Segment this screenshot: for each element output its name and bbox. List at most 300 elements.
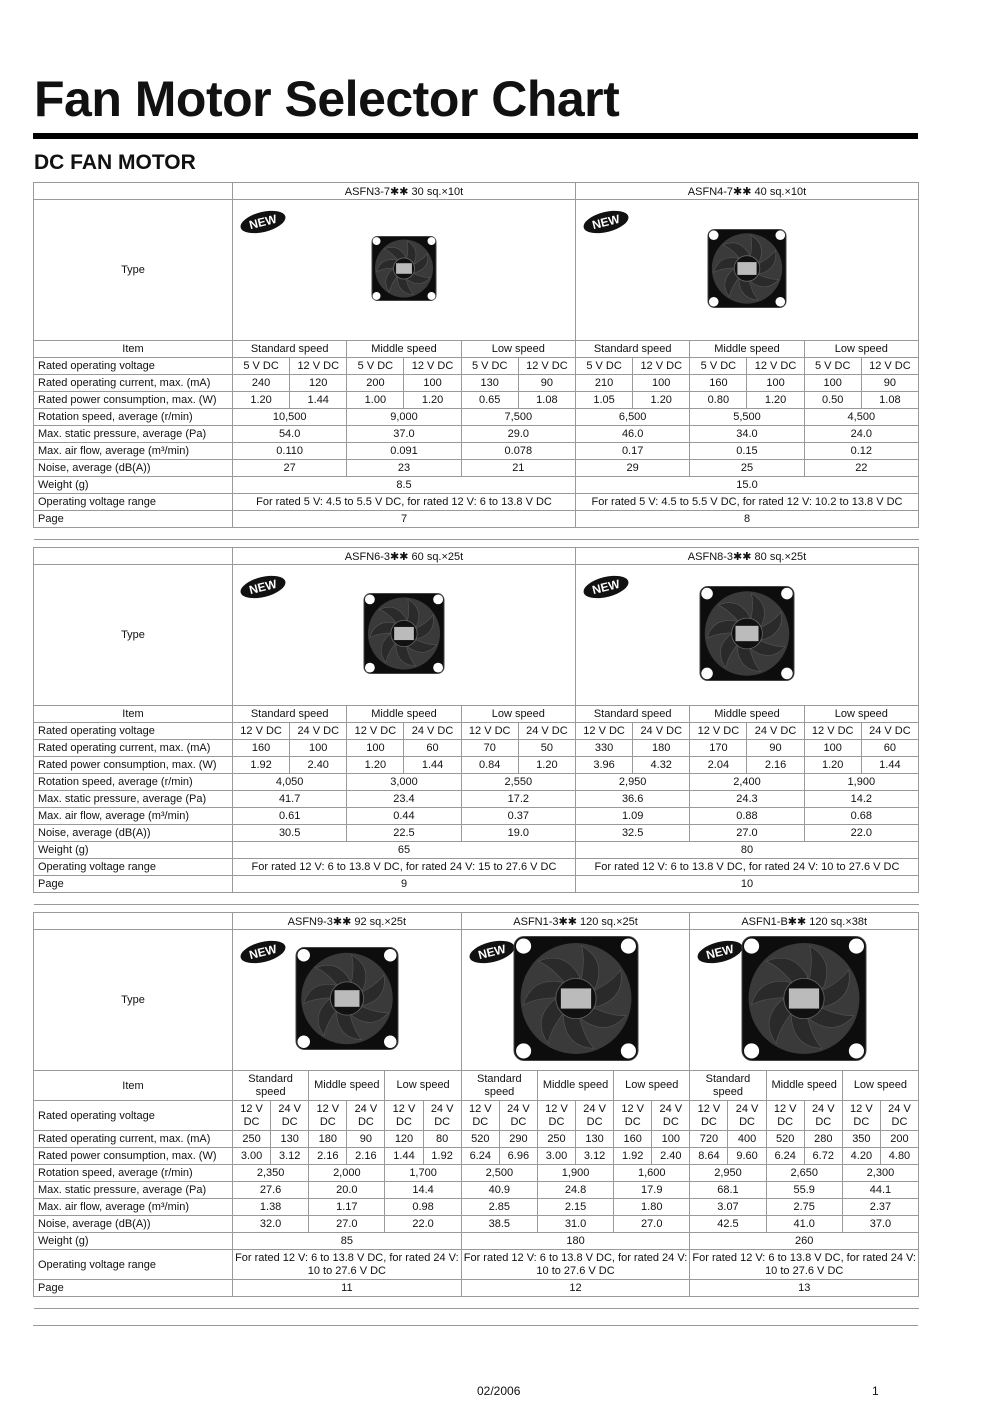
- voltage-cell: 5 V DC: [233, 358, 290, 375]
- rotation-cell: 1,700: [385, 1165, 461, 1182]
- range-row: [34, 1250, 919, 1280]
- range-cell: For rated 12 V: 6 to 13.8 V DC, for rated 24 V: 10 to 27.6 V DC: [690, 1250, 919, 1280]
- model-name: ASFN3‑7✱✱ 30 sq.×10t: [233, 183, 576, 200]
- pressure-cell: 17.2: [461, 791, 575, 808]
- airflow-label: Max. air flow, average (m³/min): [34, 808, 233, 825]
- voltage-row: [34, 358, 919, 375]
- airflow-cell: 2.85: [461, 1199, 537, 1216]
- current-label: Rated operating current, max. (mA): [34, 740, 233, 757]
- model-header-row: [34, 913, 919, 930]
- current-cell: 60: [861, 740, 918, 757]
- power-cell: 1.20: [233, 392, 290, 409]
- current-cell: 330: [576, 740, 633, 757]
- page-cell: 7: [233, 511, 576, 528]
- noise-row: [34, 460, 919, 477]
- voltage-cell: 12 V DC: [614, 1101, 652, 1131]
- weight-label: Weight (g): [34, 477, 233, 494]
- voltage-cell: 12 V DC: [861, 358, 918, 375]
- voltage-cell: 24 V DC: [518, 723, 575, 740]
- fan-photo-cell: [576, 200, 919, 341]
- pressure-cell: 17.9: [614, 1182, 690, 1199]
- noise-cell: 22.5: [347, 825, 461, 842]
- voltage-cell: 5 V DC: [576, 358, 633, 375]
- fan-photo-cell: [233, 930, 462, 1071]
- airflow-cell: 0.98: [385, 1199, 461, 1216]
- power-cell: 2.16: [347, 1148, 385, 1165]
- fan-photo-cell: [690, 930, 919, 1071]
- new-badge: NEW: [581, 572, 630, 603]
- noise-cell: 22: [804, 460, 918, 477]
- weight-row: [34, 1233, 919, 1250]
- range-label: Operating voltage range: [34, 859, 233, 876]
- voltage-cell: 12 V DC: [766, 1101, 804, 1131]
- airflow-cell: 0.68: [804, 808, 918, 825]
- model-name: ASFN4‑7✱✱ 40 sq.×10t: [576, 183, 919, 200]
- item-row: [34, 706, 919, 723]
- airflow-cell: 0.15: [690, 443, 804, 460]
- speed-header: Standard speed: [233, 1071, 309, 1101]
- header-blank: [34, 913, 233, 930]
- bottom-rule: [33, 1325, 918, 1326]
- weight-label: Weight (g): [34, 842, 233, 859]
- voltage-row: [34, 723, 919, 740]
- weight-cell: 80: [576, 842, 919, 859]
- power-row: [34, 1148, 919, 1165]
- rotation-cell: 9,000: [347, 409, 461, 426]
- type-label: Type: [34, 200, 233, 341]
- rotation-cell: 7,500: [461, 409, 575, 426]
- airflow-cell: 0.61: [233, 808, 347, 825]
- voltage-cell: 5 V DC: [347, 358, 404, 375]
- voltage-cell: 24 V DC: [880, 1101, 918, 1131]
- power-cell: 1.00: [347, 392, 404, 409]
- airflow-cell: 0.091: [347, 443, 461, 460]
- power-cell: 1.20: [518, 757, 575, 774]
- power-cell: 2.16: [309, 1148, 347, 1165]
- voltage-cell: 12 V DC: [385, 1101, 423, 1131]
- speed-header: Standard speed: [576, 341, 690, 358]
- pressure-cell: 54.0: [233, 426, 347, 443]
- current-cell: 130: [271, 1131, 309, 1148]
- current-cell: 100: [290, 740, 347, 757]
- pressure-cell: 24.8: [537, 1182, 613, 1199]
- pressure-label: Max. static pressure, average (Pa): [34, 426, 233, 443]
- fan-motor-image: [513, 936, 639, 1065]
- rotation-label: Rotation speed, average (r/min): [34, 1165, 233, 1182]
- current-cell: 50: [518, 740, 575, 757]
- power-cell: 6.24: [766, 1148, 804, 1165]
- type-row: [34, 930, 919, 1071]
- range-row: [34, 859, 919, 876]
- voltage-cell: 12 V DC: [461, 723, 518, 740]
- footer-date: 02/2006: [477, 1384, 521, 1398]
- rotation-cell: 6,500: [576, 409, 690, 426]
- noise-cell: 27.0: [690, 825, 804, 842]
- pressure-cell: 27.6: [233, 1182, 309, 1199]
- rotation-cell: 2,950: [690, 1165, 766, 1182]
- voltage-cell: 12 V DC: [461, 1101, 499, 1131]
- spacer-row: [34, 1297, 919, 1309]
- airflow-cell: 0.44: [347, 808, 461, 825]
- airflow-cell: 0.110: [233, 443, 347, 460]
- airflow-row: [34, 443, 919, 460]
- rotation-cell: 3,000: [347, 774, 461, 791]
- power-cell: 0.65: [461, 392, 518, 409]
- speed-header: Low speed: [842, 1071, 918, 1101]
- noise-cell: 31.0: [537, 1216, 613, 1233]
- fan-motor-image: [363, 593, 445, 678]
- power-cell: 3.96: [576, 757, 633, 774]
- power-cell: 1.08: [518, 392, 575, 409]
- current-cell: 130: [576, 1131, 614, 1148]
- page-row: [34, 511, 919, 528]
- rotation-cell: 1,900: [804, 774, 918, 791]
- power-cell: 1.92: [614, 1148, 652, 1165]
- rotation-label: Rotation speed, average (r/min): [34, 774, 233, 791]
- current-cell: 250: [233, 1131, 271, 1148]
- voltage-cell: 24 V DC: [861, 723, 918, 740]
- model-name: ASFN1‑3✱✱ 120 sq.×25t: [461, 913, 690, 930]
- current-cell: 350: [842, 1131, 880, 1148]
- spacer-row: [34, 893, 919, 905]
- pressure-cell: 23.4: [347, 791, 461, 808]
- new-badge: NEW: [238, 572, 287, 603]
- weight-row: [34, 842, 919, 859]
- power-cell: 3.00: [233, 1148, 271, 1165]
- range-row: [34, 494, 919, 511]
- spacer-row: [34, 528, 919, 540]
- pressure-cell: 24.0: [804, 426, 918, 443]
- speed-header: Middle speed: [347, 706, 461, 723]
- pressure-cell: 55.9: [766, 1182, 842, 1199]
- speed-header: Middle speed: [690, 341, 804, 358]
- power-cell: 6.72: [804, 1148, 842, 1165]
- range-cell: For rated 12 V: 6 to 13.8 V DC, for rated 24 V: 10 to 27.6 V DC: [461, 1250, 690, 1280]
- range-cell: For rated 12 V: 6 to 13.8 V DC, for rated 24 V: 15 to 27.6 V DC: [233, 859, 576, 876]
- current-cell: 100: [804, 740, 861, 757]
- voltage-cell: 12 V DC: [347, 723, 404, 740]
- speed-header: Middle speed: [537, 1071, 613, 1101]
- pressure-row: [34, 426, 919, 443]
- power-row: [34, 757, 919, 774]
- voltage-cell: 5 V DC: [690, 358, 747, 375]
- rotation-row: [34, 1165, 919, 1182]
- voltage-cell: 24 V DC: [347, 1101, 385, 1131]
- power-cell: 8.64: [690, 1148, 728, 1165]
- range-cell: For rated 5 V: 4.5 to 5.5 V DC, for rated 12 V: 6 to 13.8 V DC: [233, 494, 576, 511]
- airflow-cell: 1.17: [309, 1199, 385, 1216]
- pressure-cell: 37.0: [347, 426, 461, 443]
- table3: [33, 912, 919, 1309]
- current-label: Rated operating current, max. (mA): [34, 1131, 233, 1148]
- noise-cell: 41.0: [766, 1216, 842, 1233]
- page-row: [34, 876, 919, 893]
- rotation-cell: 10,500: [233, 409, 347, 426]
- current-cell: 60: [404, 740, 461, 757]
- airflow-row: [34, 1199, 919, 1216]
- speed-header: Low speed: [804, 341, 918, 358]
- page-label: Page: [34, 511, 233, 528]
- airflow-label: Max. air flow, average (m³/min): [34, 443, 233, 460]
- current-cell: 90: [518, 375, 575, 392]
- current-cell: 100: [404, 375, 461, 392]
- title-rule: [33, 133, 918, 139]
- power-cell: 6.24: [461, 1148, 499, 1165]
- new-badge: NEW: [238, 207, 287, 238]
- page-cell: 13: [690, 1280, 919, 1297]
- model-header-row: [34, 548, 919, 565]
- power-cell: 3.12: [271, 1148, 309, 1165]
- pressure-cell: 68.1: [690, 1182, 766, 1199]
- power-cell: 2.40: [652, 1148, 690, 1165]
- item-label: Item: [34, 706, 233, 723]
- power-cell: 1.44: [290, 392, 347, 409]
- power-cell: 1.44: [861, 757, 918, 774]
- noise-cell: 19.0: [461, 825, 575, 842]
- pressure-cell: 24.3: [690, 791, 804, 808]
- voltage-cell: 12 V DC: [290, 358, 347, 375]
- airflow-cell: 2.15: [537, 1199, 613, 1216]
- rotation-cell: 5,500: [690, 409, 804, 426]
- voltage-label: Rated operating voltage: [34, 723, 233, 740]
- current-cell: 120: [290, 375, 347, 392]
- speed-header: Low speed: [385, 1071, 461, 1101]
- pressure-cell: 36.6: [576, 791, 690, 808]
- voltage-cell: 24 V DC: [652, 1101, 690, 1131]
- rotation-cell: 4,050: [233, 774, 347, 791]
- voltage-cell: 24 V DC: [290, 723, 347, 740]
- pressure-cell: 41.7: [233, 791, 347, 808]
- noise-row: [34, 825, 919, 842]
- current-cell: 120: [385, 1131, 423, 1148]
- footer-page-number: 1: [872, 1384, 879, 1398]
- current-cell: 200: [347, 375, 404, 392]
- weight-cell: 65: [233, 842, 576, 859]
- fan-motor-image: [707, 229, 787, 312]
- current-cell: 170: [690, 740, 747, 757]
- page-row: [34, 1280, 919, 1297]
- noise-cell: 27: [233, 460, 347, 477]
- fan-motor-image: [699, 586, 795, 685]
- noise-cell: 32.5: [576, 825, 690, 842]
- current-cell: 180: [309, 1131, 347, 1148]
- current-cell: 160: [614, 1131, 652, 1148]
- item-row: [34, 1071, 919, 1101]
- voltage-cell: 5 V DC: [461, 358, 518, 375]
- noise-cell: 27.0: [614, 1216, 690, 1233]
- rotation-row: [34, 409, 919, 426]
- spacer-cell: [34, 1297, 919, 1309]
- noise-cell: 22.0: [804, 825, 918, 842]
- weight-cell: 260: [690, 1233, 919, 1250]
- current-cell: 240: [233, 375, 290, 392]
- current-cell: 720: [690, 1131, 728, 1148]
- power-cell: 1.20: [633, 392, 690, 409]
- airflow-cell: 0.37: [461, 808, 575, 825]
- spacer-cell: [34, 528, 919, 540]
- current-cell: 160: [690, 375, 747, 392]
- current-cell: 70: [461, 740, 518, 757]
- power-cell: 0.84: [461, 757, 518, 774]
- current-cell: 280: [804, 1131, 842, 1148]
- speed-header: Low speed: [614, 1071, 690, 1101]
- new-badge: NEW: [467, 937, 516, 968]
- power-label: Rated power consumption, max. (W): [34, 757, 233, 774]
- voltage-cell: 24 V DC: [499, 1101, 537, 1131]
- weight-cell: 15.0: [576, 477, 919, 494]
- current-cell: 200: [880, 1131, 918, 1148]
- voltage-cell: 5 V DC: [804, 358, 861, 375]
- voltage-cell: 12 V DC: [518, 358, 575, 375]
- header-blank: [34, 183, 233, 200]
- rotation-cell: 1,600: [614, 1165, 690, 1182]
- noise-row: [34, 1216, 919, 1233]
- voltage-cell: 12 V DC: [804, 723, 861, 740]
- new-badge: NEW: [581, 207, 630, 238]
- current-cell: 100: [347, 740, 404, 757]
- power-cell: 2.04: [690, 757, 747, 774]
- range-label: Operating voltage range: [34, 1250, 233, 1280]
- speed-header: Standard speed: [576, 706, 690, 723]
- page-label: Page: [34, 1280, 233, 1297]
- fan-photo-cell: [233, 565, 576, 706]
- speed-header: Low speed: [804, 706, 918, 723]
- pressure-cell: 34.0: [690, 426, 804, 443]
- noise-label: Noise, average (dB(A)): [34, 825, 233, 842]
- noise-cell: 38.5: [461, 1216, 537, 1233]
- voltage-cell: 12 V DC: [404, 358, 461, 375]
- current-cell: 100: [804, 375, 861, 392]
- table1: [33, 182, 919, 540]
- voltage-cell: 12 V DC: [690, 723, 747, 740]
- pressure-cell: 20.0: [309, 1182, 385, 1199]
- type-label: Type: [34, 565, 233, 706]
- airflow-cell: 1.80: [614, 1199, 690, 1216]
- pressure-label: Max. static pressure, average (Pa): [34, 1182, 233, 1199]
- power-cell: 4.32: [633, 757, 690, 774]
- voltage-cell: 24 V DC: [271, 1101, 309, 1131]
- power-cell: 1.20: [804, 757, 861, 774]
- voltage-cell: 12 V DC: [690, 1101, 728, 1131]
- power-cell: 2.40: [290, 757, 347, 774]
- page-cell: 12: [461, 1280, 690, 1297]
- power-cell: 1.08: [861, 392, 918, 409]
- type-row: [34, 565, 919, 706]
- airflow-cell: 0.078: [461, 443, 575, 460]
- power-cell: 9.60: [728, 1148, 766, 1165]
- current-cell: 290: [499, 1131, 537, 1148]
- power-cell: 1.92: [423, 1148, 461, 1165]
- voltage-cell: 12 V DC: [309, 1101, 347, 1131]
- airflow-cell: 2.37: [842, 1199, 918, 1216]
- airflow-cell: 1.09: [576, 808, 690, 825]
- rotation-cell: 1,900: [537, 1165, 613, 1182]
- voltage-cell: 24 V DC: [404, 723, 461, 740]
- current-cell: 100: [747, 375, 804, 392]
- current-cell: 90: [347, 1131, 385, 1148]
- fan-photo-cell: [576, 565, 919, 706]
- current-label: Rated operating current, max. (mA): [34, 375, 233, 392]
- current-cell: 90: [861, 375, 918, 392]
- power-label: Rated power consumption, max. (W): [34, 392, 233, 409]
- pressure-cell: 46.0: [576, 426, 690, 443]
- voltage-cell: 12 V DC: [233, 1101, 271, 1131]
- new-badge: NEW: [696, 937, 745, 968]
- current-cell: 100: [633, 375, 690, 392]
- item-label: Item: [34, 341, 233, 358]
- pressure-row: [34, 791, 919, 808]
- pressure-cell: 40.9: [461, 1182, 537, 1199]
- noise-cell: 29: [576, 460, 690, 477]
- item-label: Item: [34, 1071, 233, 1101]
- speed-header: Middle speed: [347, 341, 461, 358]
- noise-cell: 42.5: [690, 1216, 766, 1233]
- rotation-cell: 2,650: [766, 1165, 842, 1182]
- power-cell: 1.05: [576, 392, 633, 409]
- new-badge: NEW: [238, 937, 287, 968]
- current-cell: 160: [233, 740, 290, 757]
- rotation-cell: 2,000: [309, 1165, 385, 1182]
- voltage-cell: 24 V DC: [633, 723, 690, 740]
- airflow-cell: 0.17: [576, 443, 690, 460]
- current-row: [34, 740, 919, 757]
- power-cell: 4.20: [842, 1148, 880, 1165]
- pressure-cell: 29.0: [461, 426, 575, 443]
- power-cell: 1.20: [404, 392, 461, 409]
- page-cell: 9: [233, 876, 576, 893]
- fan-photo-cell: [461, 930, 690, 1071]
- page-cell: 11: [233, 1280, 462, 1297]
- type-row: [34, 200, 919, 341]
- speed-header: Middle speed: [766, 1071, 842, 1101]
- rotation-label: Rotation speed, average (r/min): [34, 409, 233, 426]
- noise-cell: 23: [347, 460, 461, 477]
- voltage-cell: 24 V DC: [423, 1101, 461, 1131]
- range-cell: For rated 12 V: 6 to 13.8 V DC, for rated 24 V: 10 to 27.6 V DC: [233, 1250, 462, 1280]
- power-cell: 4.80: [880, 1148, 918, 1165]
- fan-motor-image: [741, 936, 867, 1065]
- voltage-row: [34, 1101, 919, 1131]
- model-name: ASFN8‑3✱✱ 80 sq.×25t: [576, 548, 919, 565]
- power-label: Rated power consumption, max. (W): [34, 1148, 233, 1165]
- voltage-cell: 24 V DC: [747, 723, 804, 740]
- noise-cell: 27.0: [309, 1216, 385, 1233]
- pressure-row: [34, 1182, 919, 1199]
- rotation-cell: 2,350: [233, 1165, 309, 1182]
- current-cell: 400: [728, 1131, 766, 1148]
- fan-motor-image: [295, 947, 399, 1054]
- airflow-cell: 0.88: [690, 808, 804, 825]
- current-cell: 520: [461, 1131, 499, 1148]
- speed-header: Standard speed: [233, 706, 347, 723]
- noise-cell: 22.0: [385, 1216, 461, 1233]
- noise-cell: 32.0: [233, 1216, 309, 1233]
- rotation-cell: 2,550: [461, 774, 575, 791]
- current-cell: 90: [747, 740, 804, 757]
- airflow-cell: 3.07: [690, 1199, 766, 1216]
- voltage-cell: 24 V DC: [804, 1101, 842, 1131]
- speed-header: Middle speed: [309, 1071, 385, 1101]
- voltage-cell: 12 V DC: [842, 1101, 880, 1131]
- current-row: [34, 1131, 919, 1148]
- fan-motor-image: [371, 236, 437, 305]
- current-cell: 80: [423, 1131, 461, 1148]
- spacer-cell: [34, 893, 919, 905]
- current-cell: 100: [652, 1131, 690, 1148]
- power-cell: 3.00: [537, 1148, 575, 1165]
- weight-label: Weight (g): [34, 1233, 233, 1250]
- noise-cell: 21: [461, 460, 575, 477]
